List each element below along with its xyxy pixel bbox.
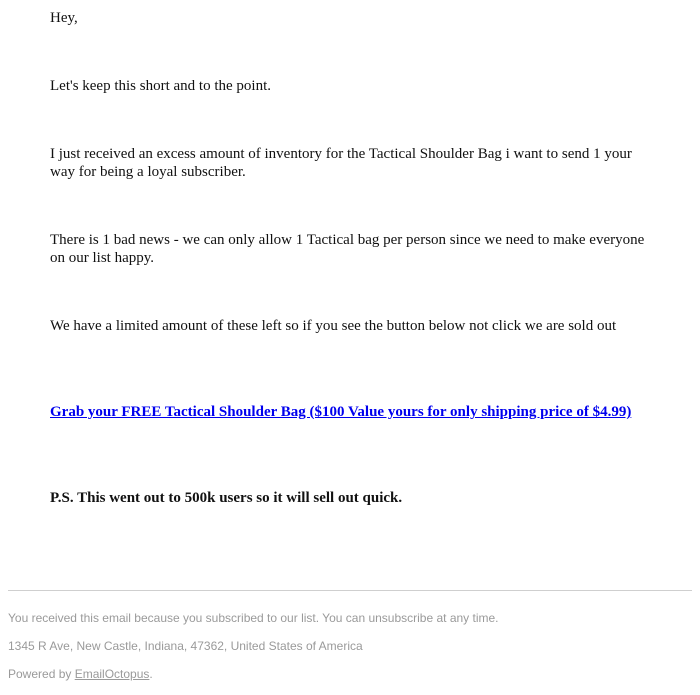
footer-powered-by bbox=[8, 666, 692, 682]
powered-by-prefix: Powered by bbox=[8, 667, 75, 681]
limited-stock-text: We have a limited amount of these left so if you see the button below not click we are sold out bbox=[50, 318, 617, 334]
ps-text: P.S. This went out to 500k users so it will sell out quick. bbox=[50, 490, 403, 506]
ps-paragraph bbox=[50, 489, 650, 507]
inventory-text: I just received an excess amount of inventory for the Tactical Shoulder Bag i want to send 1 your way for being a loyal subscriber. bbox=[50, 146, 632, 180]
footer-divider bbox=[8, 590, 692, 591]
intro-text: Let's keep this short and to the point. bbox=[50, 78, 272, 94]
greeting-text: Hey, bbox=[50, 10, 78, 26]
emailoctopus-link[interactable]: EmailOctopus bbox=[74, 667, 150, 681]
grab-free-bag-link[interactable]: Grab your FREE Tactical Shoulder Bag ($100 Value yours for only shipping price of $4.99) bbox=[50, 404, 632, 420]
cta-paragraph bbox=[50, 403, 650, 421]
footer-address-text: 1345 R Ave, New Castle, Indiana, 47362, United States of America bbox=[8, 639, 363, 653]
bad-news-text: There is 1 bad news - we can only allow 1 Tactical bag per person since we need to make everyone on our list happy. bbox=[50, 232, 645, 266]
footer-reason-text: You received this email because you subscribed to our list. You can unsubscribe at any time. bbox=[8, 611, 499, 625]
powered-by-suffix: . bbox=[149, 667, 153, 681]
